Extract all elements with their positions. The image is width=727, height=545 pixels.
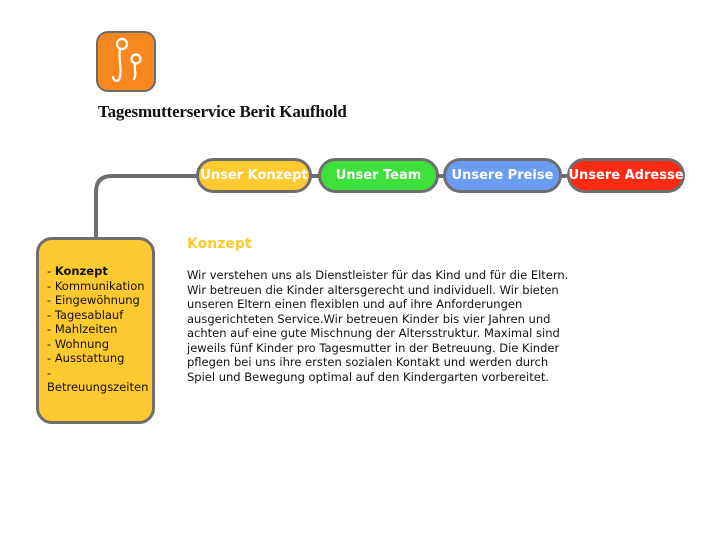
sidebar-item-tagesablauf[interactable] <box>47 308 152 323</box>
content-line: jeweils fünf Kinder pro Tagesmutter in der Betreuung. Die Kinder <box>187 340 560 355</box>
site-title: Tagesmutterservice Berit Kaufhold <box>98 102 347 121</box>
sidebar-item-label: Eingewöhnung <box>54 293 140 307</box>
tab-unser-team[interactable]: Unser Team <box>318 158 439 193</box>
tab-unsere-preise[interactable]: Unsere Preise <box>443 158 562 193</box>
tab-unser-konzept[interactable]: Unser Konzept <box>196 158 312 193</box>
content-line: achten auf eine gute Mischnung der Altersstruktur. Maximal sind <box>187 326 560 340</box>
content-line: Wir verstehen uns als Dienstleister für das Kind und für die Eltern. <box>187 268 569 282</box>
content-line: unseren Eltern einen flexiblen und auf ihre Anforderungen <box>187 297 523 311</box>
sidebar-item-prefix: - <box>47 351 55 365</box>
content-paragraph <box>187 268 577 384</box>
sidebar-item-prefix: - <box>47 336 55 351</box>
sidebar-item-konzept[interactable] <box>47 264 152 279</box>
sidebar-menu <box>36 237 155 424</box>
tab-unsere-adresse[interactable]: Unsere Adresse <box>567 158 685 193</box>
sidebar-item-prefix: - <box>47 264 55 278</box>
sidebar-item-ausstattung[interactable] <box>47 351 152 366</box>
content-line: Spiel und Bewegung optimal auf den Kindergarten vorbereitet. <box>187 369 549 384</box>
content-line: ausgerichteten Service.Wir betreuen Kinder bis vier Jahren und <box>187 311 551 326</box>
sidebar-item-prefix: - <box>47 322 55 336</box>
sidebar-item-eingewoehnung[interactable] <box>47 293 152 308</box>
sidebar-item-betreuungszeiten[interactable] <box>47 366 152 395</box>
sidebar-item-kommunikation[interactable] <box>47 279 152 294</box>
sidebar-item-prefix: - <box>47 307 55 322</box>
sidebar-item-label: Tagesablauf <box>54 307 124 322</box>
sidebar-item-prefix: - <box>47 365 52 380</box>
page-title: Konzept <box>187 236 252 252</box>
sidebar-item-label: Mahlzeiten <box>54 322 118 336</box>
sidebar-item-prefix: - <box>47 278 55 293</box>
sidebar-item-label: Betreuungszeiten <box>47 380 149 394</box>
sidebar-item-prefix: - <box>47 293 55 307</box>
content-line: Wir betreuen die Kinder altersgerecht und individuell. Wir bieten <box>187 282 559 297</box>
sidebar-item-label: Kommunikation <box>54 278 145 293</box>
sidebar-item-label: Ausstattung <box>54 351 125 365</box>
content-line: pflegen bei uns ihre ersten sozialen Kontakt und werden durch <box>187 355 549 369</box>
sidebar-item-label: Wohnung <box>54 336 109 351</box>
sidebar-item-label: Konzept <box>54 264 108 278</box>
sidebar-item-wohnung[interactable] <box>47 337 152 352</box>
sidebar-item-mahlzeiten[interactable] <box>47 322 152 337</box>
